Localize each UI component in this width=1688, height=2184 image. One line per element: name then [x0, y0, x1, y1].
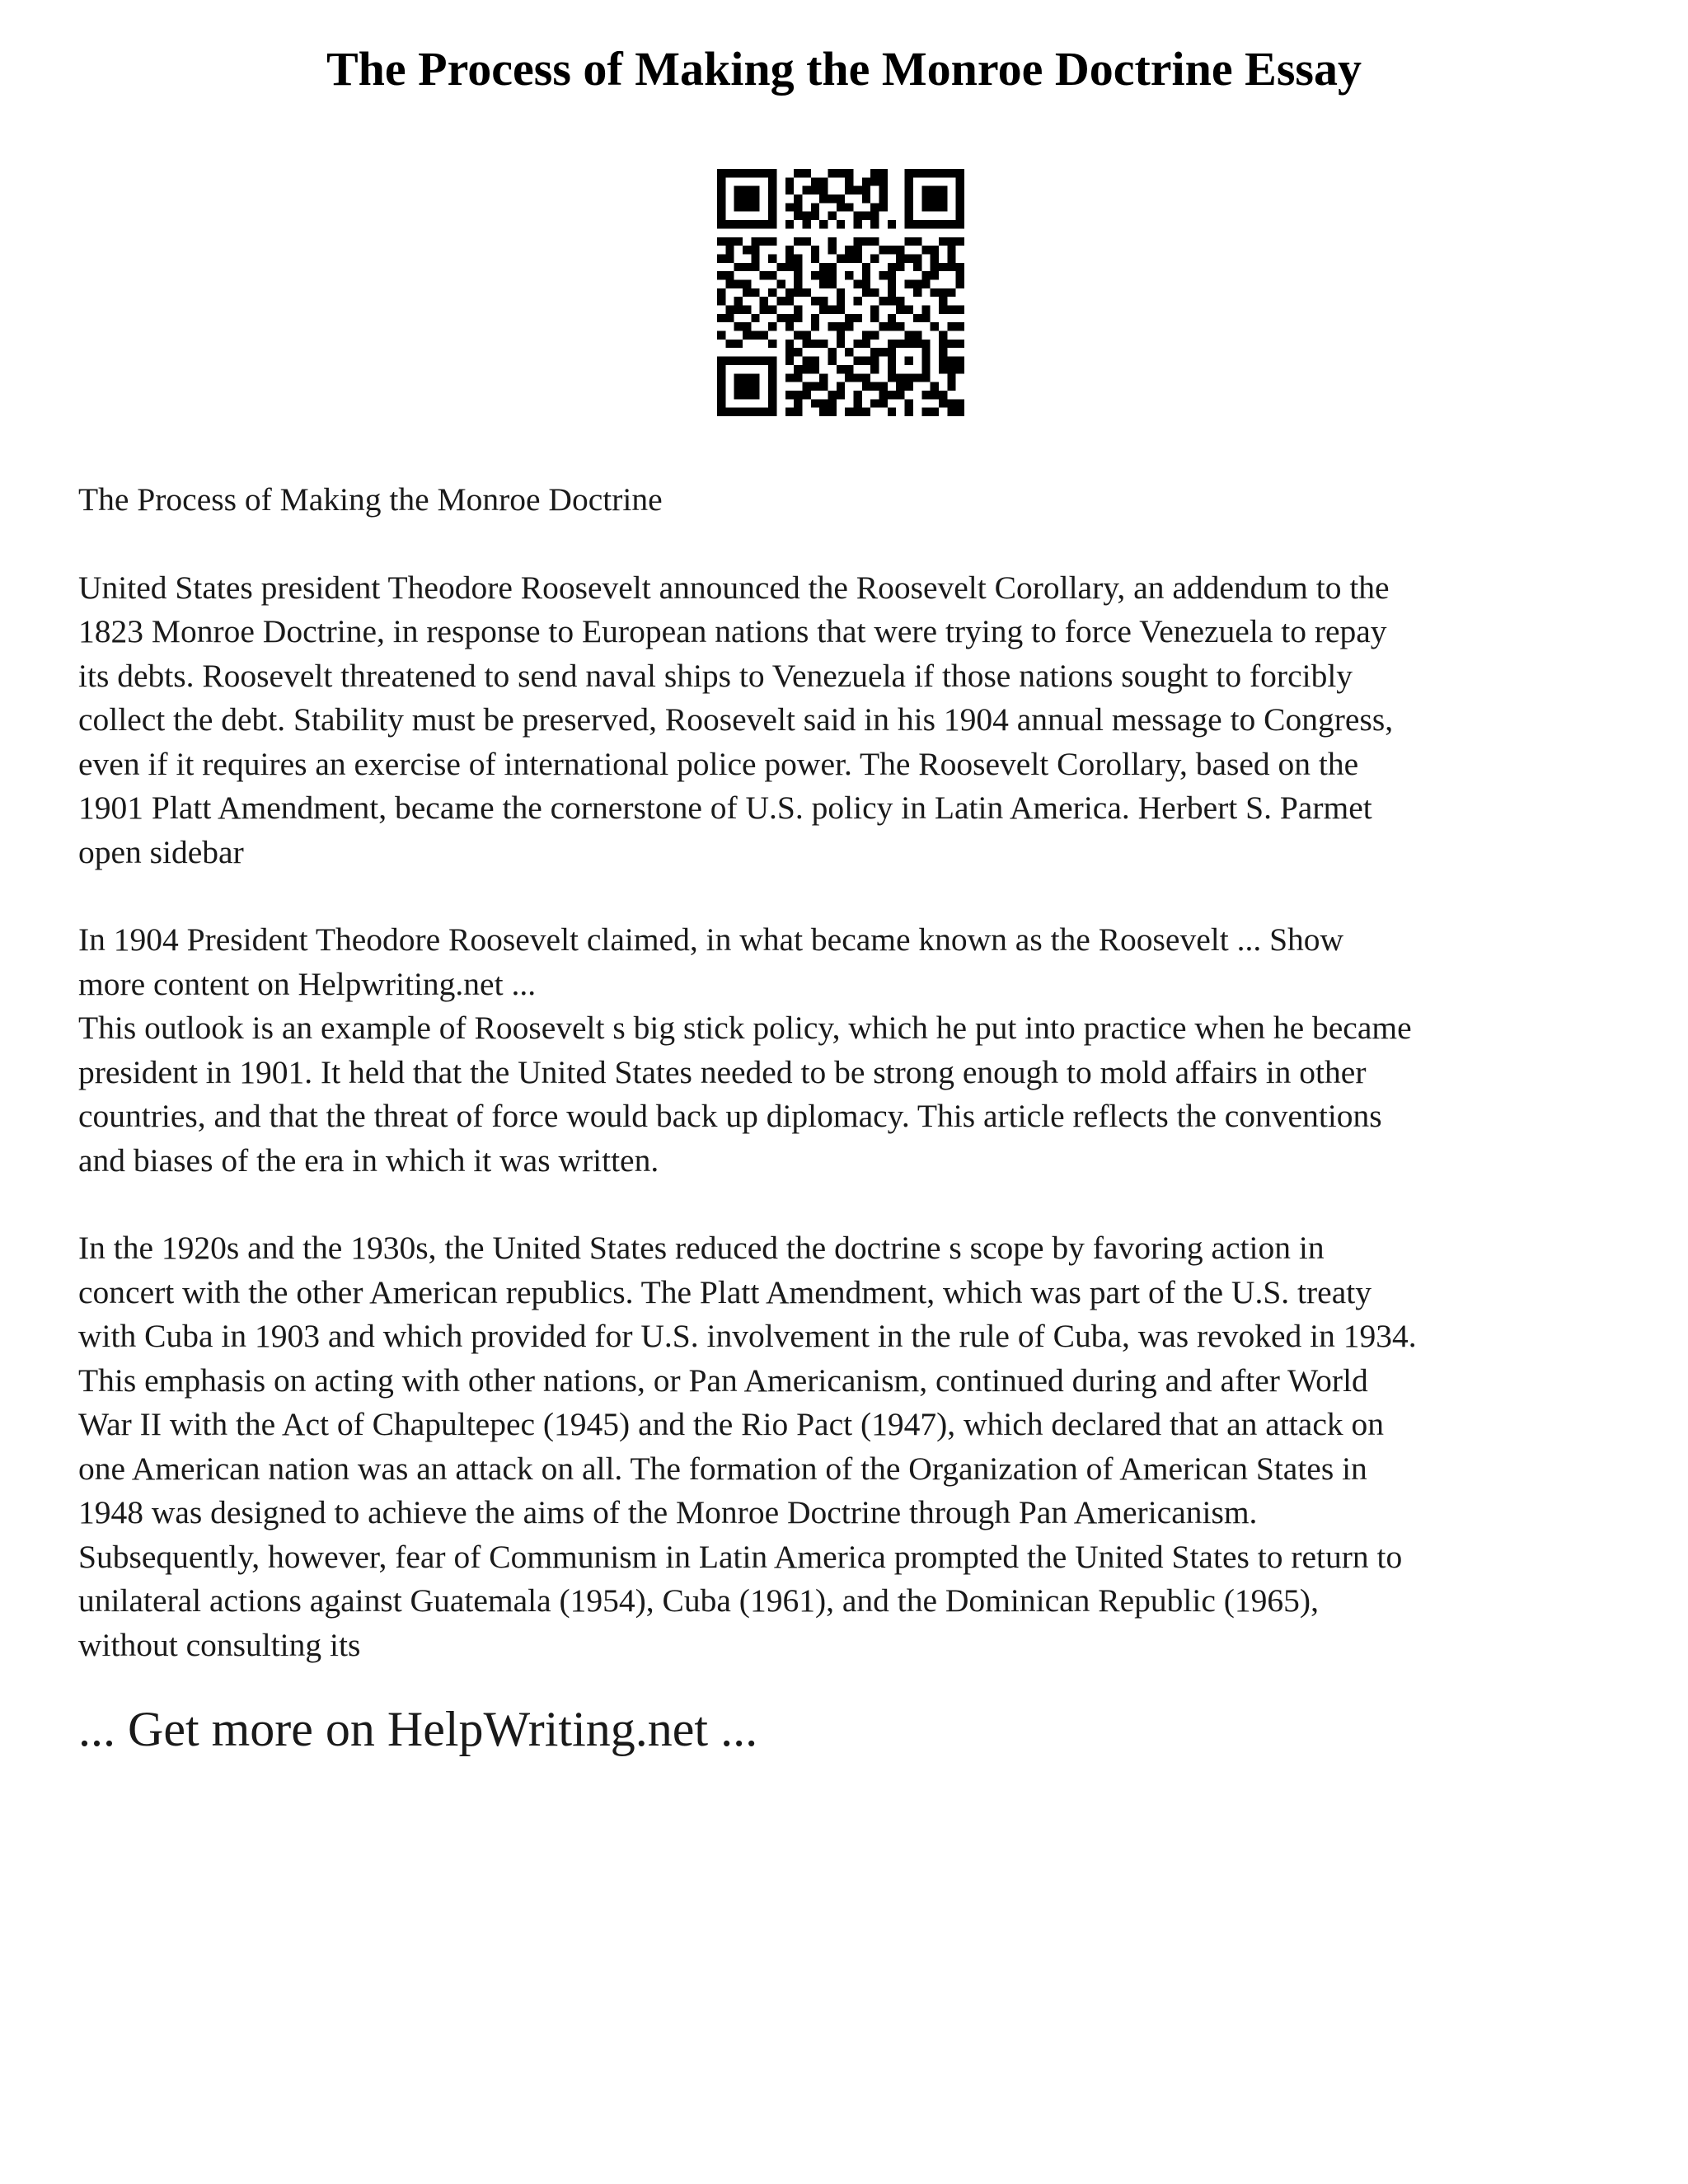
paragraph-subtitle: The Process of Making the Monroe Doctrine: [78, 481, 663, 518]
get-more-link[interactable]: ... Get more on HelpWriting.net ...: [78, 1702, 758, 1756]
qr-code-icon: [717, 169, 964, 416]
paragraph-big-stick: This outlook is an example of Roosevelt s big stick policy, which he put into practice when he became president in 1901. It held that the United States needed to be strong enough to mold affairs in other countries, and that the threat of force would back up diplomacy. This article reflects the conventions and biases of the era in which it was written.: [78, 1010, 1412, 1179]
paragraph-pan-americanism: In the 1920s and the 1930s, the United States reduced the doctrine s scope by favoring action in concert with the other American republics. The Platt Amendment, which was part of the U.S. treaty with Cuba in 1903 and which provided for U.S. involvement in the rule of Cuba, was revoked in 1934. This emphasis on acting with other nations, or Pan Americanism, continued during and after World War II with the Act of Chapultepec (1945) and the Rio Pact (1947), which declared that an attack on one American nation was an attack on all. The formation of the Organization of American States in 1948 was designed to achieve the aims of the Monroe Doctrine through Pan Americanism. Subsequently, however, fear of Communism in Latin America prompted the United States to return to unilateral actions against Guatemala (1954), Cuba (1961), and the Dominican Republic (1965), without consulting its: [78, 1230, 1417, 1663]
paragraph-show-more: In 1904 President Theodore Roosevelt claimed, in what became known as the Roosevelt ... Show more content on Helpwriting.net ...: [78, 921, 1344, 1002]
paragraph-roosevelt-corollary: United States president Theodore Roosevelt announced the Roosevelt Corollary, an addendum to the 1823 Monroe Doctrine, in response to European nations that were trying to force Venezuela to repay its debts. Roosevelt threatened to send naval ships to Venezuela if those nations sought to forcibly collect the debt. Stability must be preserved, Roosevelt said in his 1904 annual message to Congress, even if it requires an exercise of international police power. The Roosevelt Corollary, based on the 1901 Platt Amendment, became the cornerstone of U.S. policy in Latin America. Herbert S. Parmet open sidebar: [78, 569, 1394, 870]
document-body: [78, 478, 1628, 1711]
document-title: The Process of Making the Monroe Doctrine Essay: [326, 42, 1362, 96]
